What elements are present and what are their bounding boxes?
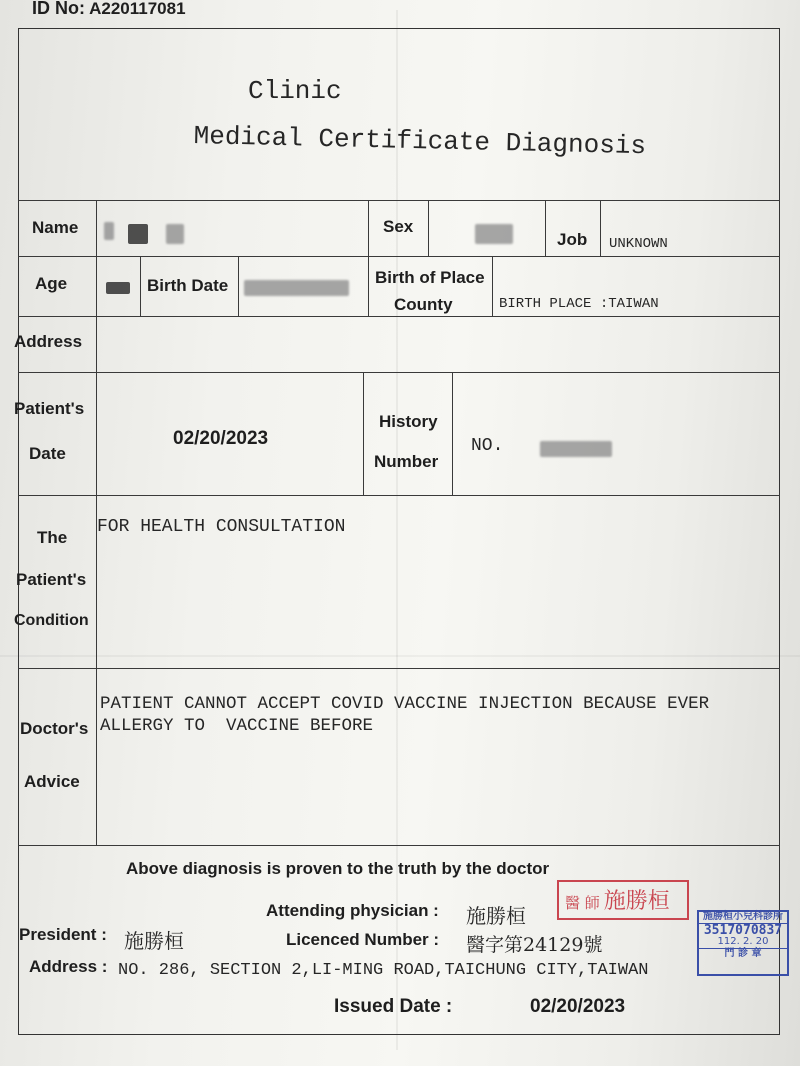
grid-line — [452, 372, 453, 495]
advice-line-1: PATIENT CANNOT ACCEPT COVID VACCINE INJECTION BECAUSE EVER — [100, 694, 710, 714]
id-label: ID No: — [32, 0, 85, 18]
issued-label: Issued Date : — [334, 996, 453, 1017]
president-value: 施勝桓 — [124, 929, 184, 953]
grid-line — [18, 668, 780, 669]
grid-line — [18, 845, 780, 846]
stamp-blue-line1: 施勝桓小兒科診所 — [699, 912, 787, 924]
redacted-name — [104, 222, 114, 240]
grid-line — [492, 256, 493, 316]
birth-date-label: Birth Date — [147, 276, 229, 295]
advice-label-2: Advice — [24, 772, 80, 791]
doctor-red-stamp — [557, 880, 689, 920]
birth-place-value: BIRTH PLACE :TAIWAN — [499, 296, 659, 312]
condition-value: FOR HEALTH CONSULTATION — [97, 517, 346, 537]
sex-label: Sex — [383, 217, 414, 236]
address-label: Address — [14, 332, 83, 351]
attending-label: Attending physician : — [266, 901, 439, 920]
redacted-birth-date — [244, 280, 349, 296]
redacted-age — [106, 282, 130, 294]
redacted-name — [128, 224, 148, 244]
grid-line — [238, 256, 239, 316]
job-label: Job — [557, 230, 588, 249]
stamp-blue-line2: 3517070837 — [703, 922, 783, 938]
grid-line — [140, 256, 141, 316]
redacted-sex — [475, 224, 513, 244]
president-label: President : — [19, 925, 107, 944]
clinic-blue-stamp — [697, 910, 789, 976]
advice-line-2: ALLERGY TO VACCINE BEFORE — [100, 716, 374, 736]
grid-line — [368, 200, 369, 316]
footer-address-value: NO. 286, SECTION 2,LI-MING ROAD,TAICHUNG CITY,TAIWAN — [118, 961, 649, 980]
name-label: Name — [32, 218, 79, 237]
stamp-blue-line3: 112. 2. 20 — [717, 936, 769, 948]
grid-line — [18, 372, 780, 373]
history-label: History — [379, 412, 438, 431]
grid-line — [600, 200, 601, 256]
id-number — [32, 0, 186, 19]
county-label: County — [394, 295, 453, 314]
attending-value: 施勝桓 — [466, 904, 526, 928]
grid-line — [18, 256, 780, 257]
diagnosis-statement: Above diagnosis is proven to the truth by the doctor — [126, 859, 550, 878]
history-label-2: Number — [374, 452, 439, 471]
grid-line — [18, 316, 780, 317]
condition-label-2: Patient's — [16, 570, 87, 589]
licence-value: 醫字第24129號 — [466, 934, 603, 956]
certificate-title: Medical Certificate Diagnosis — [193, 121, 647, 162]
condition-label-3: Condition — [14, 612, 89, 629]
clinic-title: Clinic — [248, 76, 342, 106]
patient-date-value: 02/20/2023 — [173, 428, 269, 449]
grid-line — [18, 495, 780, 496]
grid-line — [545, 200, 546, 256]
grid-line — [428, 200, 429, 256]
licence-label: Licenced Number : — [286, 930, 440, 949]
redacted-name — [166, 224, 184, 244]
footer-address-label: Address : — [29, 957, 108, 976]
history-number-prefix: NO. — [471, 436, 504, 456]
stamp-red-name: 施勝桓 — [603, 889, 670, 914]
grid-line — [363, 372, 364, 495]
patient-date-label: Patient's — [14, 399, 85, 418]
job-value: UNKNOWN — [609, 236, 668, 252]
birth-place-label: Birth of Place — [375, 268, 485, 287]
advice-label: Doctor's — [20, 719, 89, 738]
id-value: A220117081 — [89, 0, 186, 18]
redacted-history-number — [540, 441, 612, 457]
condition-label: The — [37, 528, 68, 547]
age-label: Age — [35, 274, 68, 293]
patient-date-label-2: Date — [29, 444, 66, 463]
grid-line — [18, 200, 780, 201]
stamp-blue-line4: 門 診 章 — [699, 948, 787, 960]
issued-value: 02/20/2023 — [530, 996, 626, 1017]
stamp-red-prefix: 醫 師 — [565, 894, 600, 912]
